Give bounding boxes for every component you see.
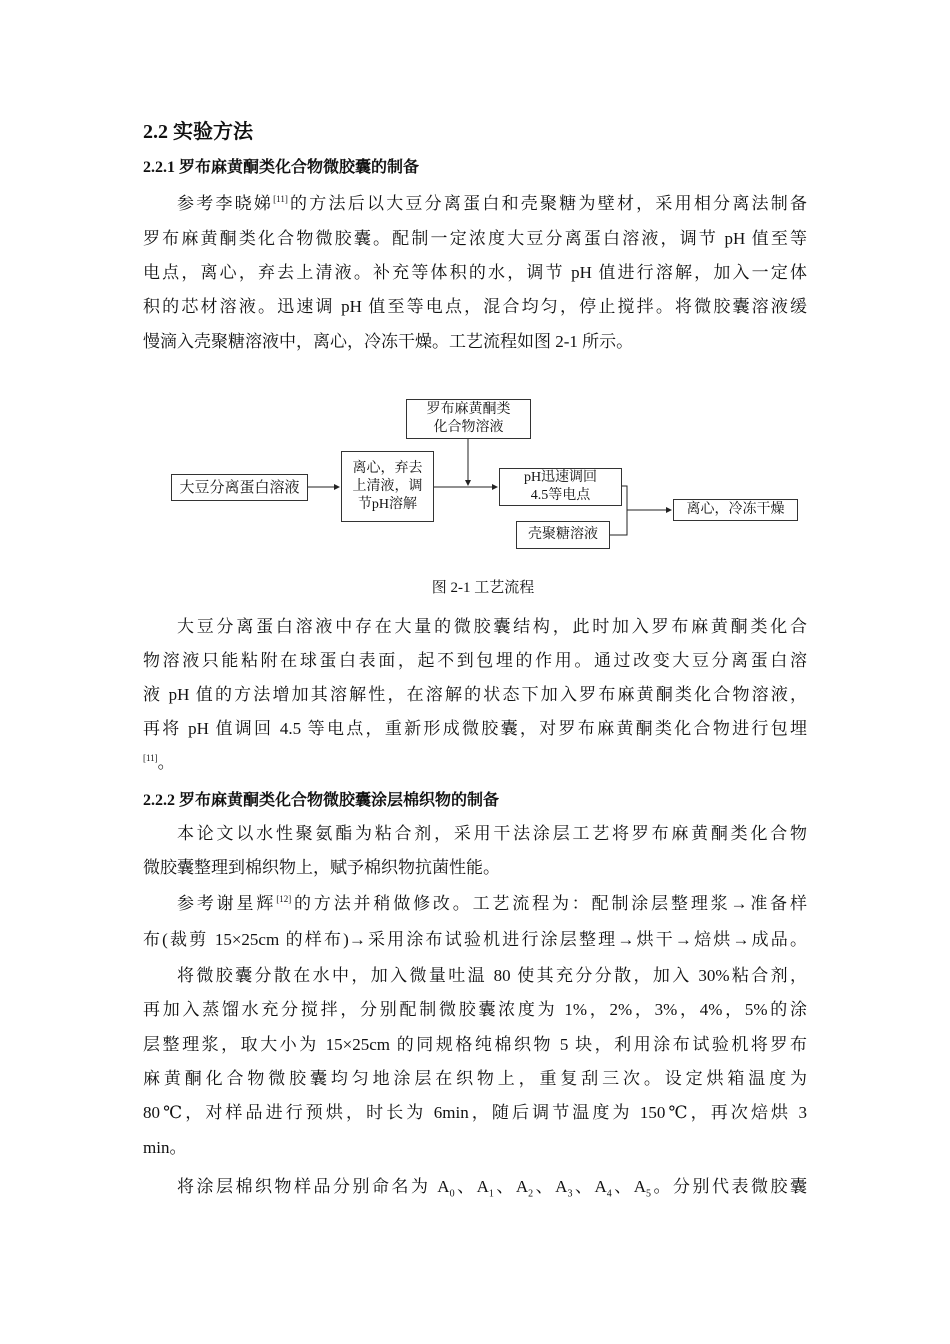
subscript: 4: [606, 1188, 612, 1200]
sample-label: A: [437, 1177, 450, 1196]
paragraph-line: 积的芯材溶液。迅速调 pH 值至等电点，混合均匀，停止搅拌。将微胶囊溶液缓: [143, 297, 807, 316]
sep: 、: [611, 1177, 634, 1196]
text: 将涂层棉织物样品分别命名为: [177, 1177, 438, 1196]
paragraph-line: 慢滴入壳聚糖溶液中，离心，冷冻干燥。工艺流程如图 2-1 所示。: [143, 332, 634, 351]
paragraph-line: 液 pH 值的方法增加其溶解性，在溶解的状态下加入罗布麻黄酮类化合物溶液，: [143, 685, 807, 704]
freeze-dry-box: 离心，冷冻干燥: [673, 499, 798, 521]
paragraph-line: 将微胶囊分散在水中，加入微量吐温 80 使其充分分散，加入 30%粘合剂，: [177, 966, 807, 985]
subscript: 3: [567, 1188, 573, 1200]
paragraph-line: 80℃，对样品进行预烘，时长为 6min，随后调节温度为 150℃，再次焙烘 3: [143, 1103, 807, 1122]
flavonoid-solution-box: 罗布麻黄酮类化合物溶液: [406, 399, 531, 439]
chitosan-solution-box: 壳聚糖溶液: [516, 521, 610, 549]
diagram-connectors: [0, 0, 950, 600]
paragraph-line: min。: [143, 1138, 187, 1157]
subscript: 5: [646, 1188, 652, 1200]
subscript: 2: [528, 1188, 534, 1200]
paragraph-line: 电点，离心，弃去上清液。补充等体积的水，调节 pH 值进行溶解，加入一定体: [143, 263, 807, 282]
text: 的方法后以大豆分离蛋白和壳聚糖为壁材，采用相分离法制备: [287, 194, 808, 213]
citation: [12]: [276, 894, 292, 904]
text: 参考谢星辉: [177, 894, 277, 913]
paragraph-line: 再加入蒸馏水充分搅拌，分别配制微胶囊浓度为 1%，2%，3%，4%，5%的涂: [143, 1000, 807, 1019]
subscript: 1: [488, 1188, 494, 1200]
paragraph-line: 布(裁剪 15×25cm 的样布)→采用涂布试验机进行涂层整理→烘干→焙烘→成品。: [143, 930, 807, 949]
subscript: 0: [449, 1188, 455, 1200]
sample-label: A: [594, 1177, 607, 1196]
paragraph-line: 再将 pH 值调回 4.5 等电点，重新形成微胶囊，对罗布麻黄酮类化合物进行包埋: [143, 719, 807, 738]
paragraph-line: 罗布麻黄酮类化合物微胶囊。配制一定浓度大豆分离蛋白溶液，调节 pH 值至等: [143, 229, 807, 248]
sample-label: A: [633, 1177, 647, 1196]
citation: [11]: [143, 753, 158, 763]
sep: 、: [454, 1177, 477, 1196]
sample-label: A: [515, 1177, 529, 1196]
paragraph-line: 本论文以水性聚氨酯为粘合剂，采用干法涂层工艺将罗布麻黄酮类化合物: [177, 824, 807, 843]
text: 。分别代表微胶囊: [651, 1177, 808, 1196]
sep: 、: [493, 1177, 516, 1196]
citation: [11]: [273, 194, 288, 204]
figure-caption: 图 2-1 工艺流程: [431, 580, 535, 596]
paragraph-line: 大豆分离蛋白溶液中存在大量的微胶囊结构，此时加入罗布麻黄酮类化合: [177, 617, 807, 636]
paragraph-line: [177, 893, 807, 915]
paragraph-line: [143, 752, 807, 774]
text: 参考李晓娣: [177, 194, 274, 213]
text: 。: [157, 753, 175, 772]
sep: 、: [572, 1177, 595, 1196]
section-heading: 2.2 实验方法: [143, 121, 253, 143]
paragraph-line: 微胶囊整理到棉织物上，赋予棉织物抗菌性能。: [143, 858, 500, 877]
sep: 、: [533, 1177, 556, 1196]
paragraph-line: 麻黄酮化合物微胶囊均匀地涂层在织物上，重复刮三次。设定烘箱温度为: [143, 1069, 807, 1088]
centrifuge-ph-box: 离心，弃去上清液，调节pH溶解: [341, 451, 434, 522]
paragraph-line: [177, 1176, 807, 1198]
sample-label: A: [476, 1177, 489, 1196]
subsection-heading: 2.2.2 罗布麻黄酮类化合物微胶囊涂层棉织物的制备: [143, 792, 500, 809]
paragraph-line: 物溶液只能粘附在球蛋白表面，起不到包埋的作用。通过改变大豆分离蛋白溶: [143, 651, 807, 670]
sample-label: A: [555, 1177, 568, 1196]
subsection-heading: 2.2.1 罗布麻黄酮类化合物微胶囊的制备: [143, 159, 420, 176]
ph-adjust-box: pH迅速调回4.5等电点: [499, 468, 622, 506]
soy-protein-solution-box: 大豆分离蛋白溶液: [171, 474, 308, 501]
paragraph-line: 层整理浆，取大小为 15×25cm 的同规格纯棉织物 5 块，利用涂布试验机将罗布: [143, 1035, 807, 1054]
text: 的方法并稍做修改。工艺流程为：配制涂层整理浆→准备样: [291, 894, 808, 913]
